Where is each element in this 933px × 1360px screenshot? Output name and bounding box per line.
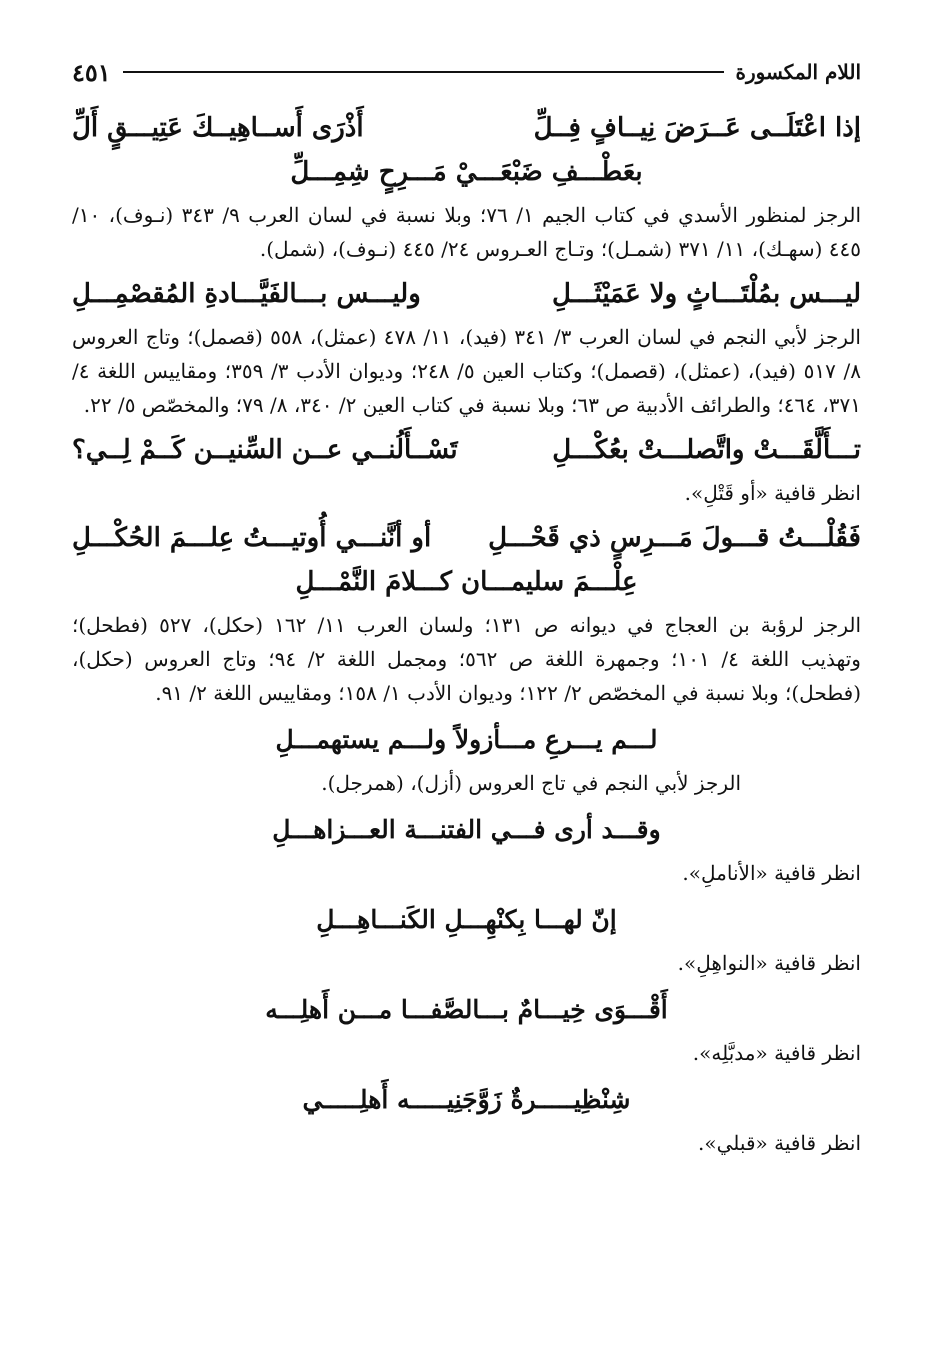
verse-line bbox=[72, 428, 861, 472]
hemistich-first: فَقُلْـــتُ قـــولَ مَـــرِسٍ ذي قَحْـــلِ bbox=[488, 523, 861, 553]
verse-line: وقـــد أرى فـــي الفتنـــة العـــزاهـــلِ bbox=[272, 815, 661, 844]
citation-note: الرجز لرؤبة بن العجاج في ديوانه ص ١٣١؛ ولسان العرب ١١/ ١٦٢ (حكل)، ٥٢٧ (فطحل)؛ وتهذيب اللغة ٤/ ١٠١؛ وجمهرة اللغة ص ٥٦٢؛ ومجمل اللغة ٢/ ٩٤؛ وتاج العروس (حكل)، (فطحل)؛ وبلا نسبة في المخصّص ٢/ ١٢٢؛ وديوان الأدب ١/ ١٥٨؛ ومقاييس اللغة ٢/ ٩١. bbox=[72, 613, 862, 705]
header-rule bbox=[123, 71, 724, 73]
verse-line bbox=[72, 272, 861, 316]
verse-line: عِلْـــمَ سليمـــان كـــلامَ النَّمْـــلِ bbox=[295, 567, 638, 597]
cross-reference-note: انظر قافية «أو قَتْلِ». bbox=[684, 481, 861, 505]
cross-reference-note: انظر قافية «قبلي». bbox=[698, 1131, 861, 1155]
citation-note: الرجز لمنظور الأسدي في كتاب الجيم ١/ ٧٦؛ وبلا نسبة في لسان العرب ٩/ ٣٤٣ (نـوف)، ١٠/ ٤٤٥ (سهـك)، ١١/ ٣٧١ (شمـل)؛ وتـاج العـروس ٢٤/ ٤٤٥ (نـوف)، (شمل). bbox=[72, 203, 861, 261]
hemistich-second: أَذْرَى أَســاهِيــكَ عَتِيـــقٍ أَلِّ bbox=[72, 113, 364, 143]
citation-note: الرجز لأبي النجم في تاج العروس (أزل)، (همرجل). bbox=[321, 771, 741, 795]
verse-line bbox=[72, 516, 861, 560]
hemistich-second: تَسْــأَلُنــي عــن السِّنيــن كَــمْ لِــي؟ bbox=[72, 435, 458, 465]
citation-note: الرجز لأبي النجم في لسان العرب ٣/ ٣٤١ (فيد)، ١١/ ٤٧٨ (عمثل)، ٥٥٨ (قصمل)؛ وتاج العروس ٨/ ٥١٧ (فيد)، (عمثل)، (قصمل)؛ وكتاب العين ٥/ ٢٤٨؛ وديوان الأدب ٣/ ٣٥٩؛ ومقاييس اللغة ٤/ ٣٧١، ٤٦٤؛ والطرائف الأدبية ص ٦٣؛ وبلا نسبة في كتاب العين ٢/ ٣٤٠، ٨/ ٧٩؛ والمخصّص ٥/ ٢٢. bbox=[72, 325, 861, 417]
cross-reference-note: انظر قافية «مدبَّلِه». bbox=[692, 1041, 861, 1065]
hemistich-first: تـــأَلَّقَـــتْ واتَّصلـــتْ بعُكْـــلِ bbox=[552, 435, 861, 465]
verse-line: أَقْـــوَى خِيـــامٌ بـــالصَّفـــا مـــن أَهلِـــه bbox=[265, 995, 668, 1024]
verse-line: شِنْظِيـــــرةٌ زَوَّجَنِيـــــه أَهلِـــــي bbox=[302, 1085, 631, 1114]
hemistich-first: ليـــس بمُلْتَـــاثٍ ولا عَمَيْثَـــلِ bbox=[551, 279, 861, 309]
verse-line: لـــم يـــرعِ مـــأزولاً ولـــم يستهمـــلِ bbox=[275, 725, 658, 754]
hemistich-second: أو أنَّنـــي أُوتيـــتُ عِلـــمَ الحُكْـــلِ bbox=[72, 523, 432, 553]
hemistich-first: إذا اعْتَلَــى عَــرَضَ نِيــافٍ فِــلِّ bbox=[533, 113, 861, 143]
cross-reference-note: انظر قافية «النواهِلِ». bbox=[677, 951, 861, 975]
page-header bbox=[72, 52, 861, 92]
verse-line: بعَطْـــفِ ضَبْعَـــيْ مَـــرِحٍ شِمِـــلِّ bbox=[290, 157, 643, 187]
verse-line bbox=[72, 106, 861, 150]
cross-reference-note: انظر قافية «الأناملِ». bbox=[682, 861, 861, 885]
verse-line: إنّ لهـــا بِكنْهِـــلِ الكَنـــاهِـــلِ bbox=[316, 905, 617, 934]
hemistich-second: وليـــس بـــالفَيَّـــادةِ المُقصْمِـــلِ bbox=[72, 279, 421, 309]
page-number: ٤٥١ bbox=[72, 57, 111, 87]
chapter-title: اللام المكسورة bbox=[735, 60, 861, 84]
